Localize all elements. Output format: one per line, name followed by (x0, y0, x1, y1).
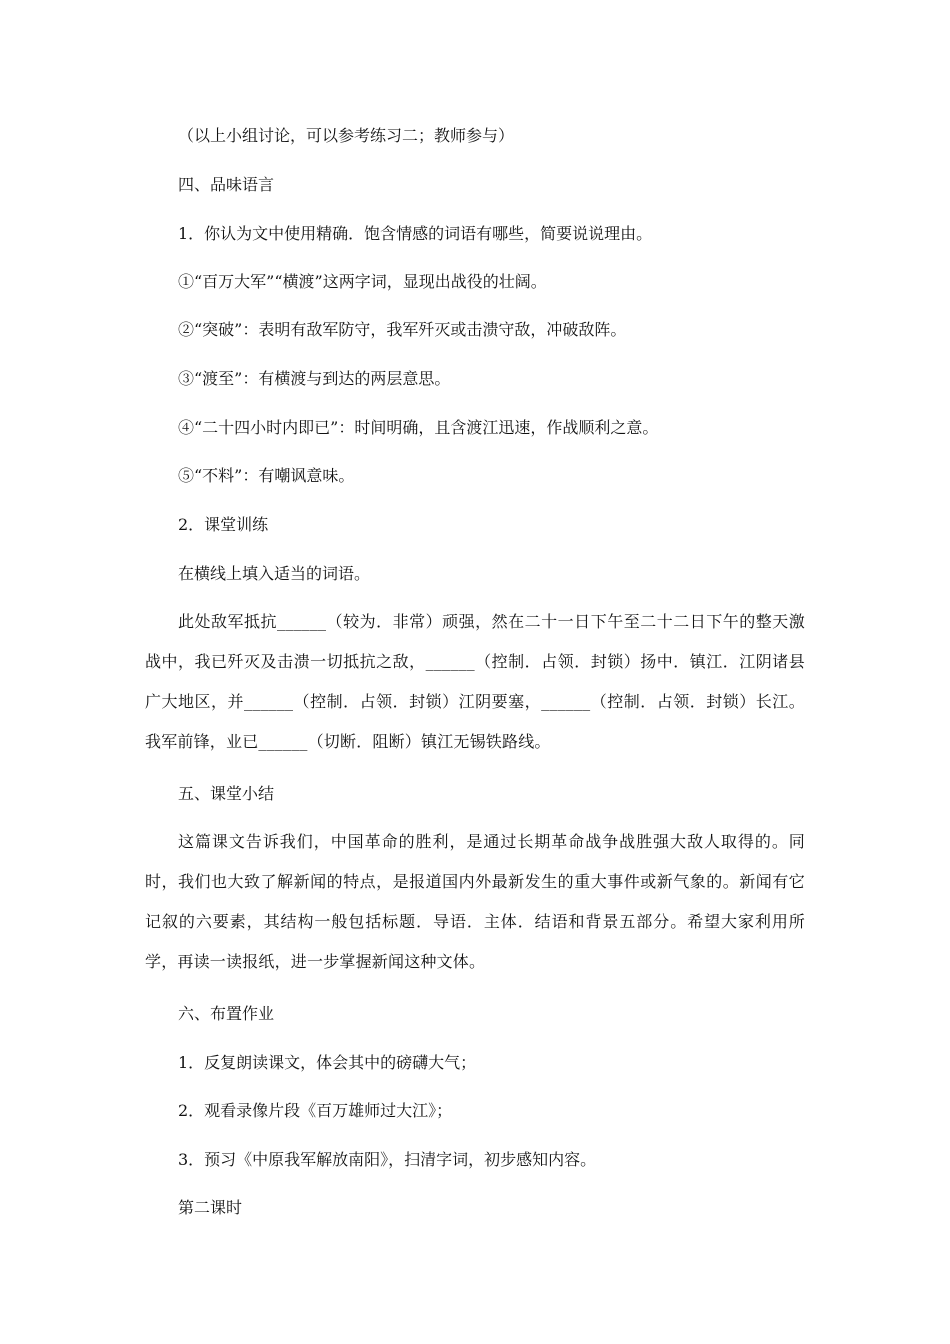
discussion-note: （以上小组讨论，可以参考练习二；教师参与） (178, 126, 515, 145)
list-item: ⑤“不料”：有嘲讽意味。 (178, 466, 355, 485)
homework-item: 2．观看录像片段《百万雄师过大江》； (178, 1101, 453, 1120)
exercise-instruction: 在横线上填入适当的词语。 (178, 564, 371, 583)
section-heading-summary: 五、课堂小结 (178, 784, 275, 803)
section-heading-taste-language: 四、品味语言 (178, 175, 275, 194)
homework-item: 3．预习《中原我军解放南阳》，扫清字词，初步感知内容。 (178, 1150, 597, 1169)
homework-item: 1．反复朗读课文，体会其中的磅礴大气； (178, 1053, 477, 1072)
next-lesson-heading: 第二课时 (178, 1198, 243, 1217)
list-item: ③“渡至”：有横渡与到达的两层意思。 (178, 369, 451, 388)
section-heading-homework: 六、布置作业 (178, 1004, 275, 1023)
question-2: 2．课堂训练 (178, 515, 269, 534)
list-item: ②“突破”：表明有敌军防守，我军歼灭或击溃守敌，冲破敌阵。 (178, 320, 627, 339)
summary-paragraph: 这篇课文告诉我们，中国革命的胜利，是通过长期革命战争战胜强大敌人取得的。同时，我们也大致了解新闻的特点，是报道国内外最新发生的重大事件或新气象的。新闻有它记叙的六要素，其结构一般包括标题．导语．主体．结语和背景五部分。希望大家利用所学，再读一读报纸，进一步掌握新闻这种文体。 (145, 832, 805, 971)
list-item: ①“百万大军”“横渡”这两字词，显现出战役的壮阔。 (178, 272, 547, 291)
question-1: 1．你认为文中使用精确．饱含情感的词语有哪些，简要说说理由。 (178, 224, 653, 243)
fill-in-exercise-paragraph: 此处敌军抵抗______（较为．非常）顽强，然在二十一日下午至二十二日下午的整天激战中，我已歼灭及击溃一切抵抗之敌，______（控制．占领．封锁）扬中．镇江．江阴诸县广大地区，并______（控制．占领．封锁）江阴要塞，______（控制．占领．封锁）长江。我军前锋，业已______（切断．阻断）镇江无锡铁路线。 (145, 612, 805, 751)
list-item: ④“二十四小时内即已”：时间明确，且含渡江迅速，作战顺利之意。 (178, 418, 659, 437)
